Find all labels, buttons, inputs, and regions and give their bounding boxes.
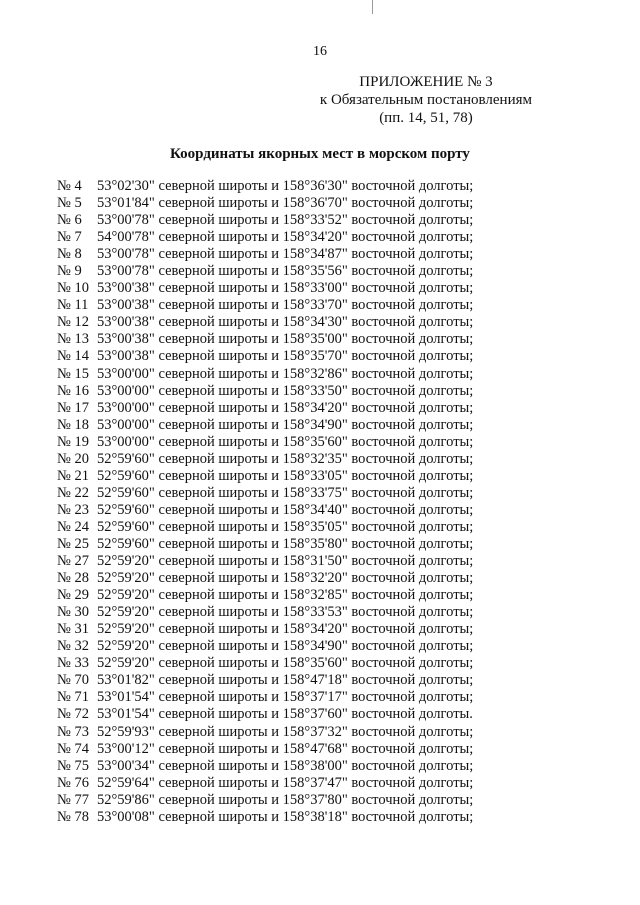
anchorage-coordinates: 52°59'20" северной широты и 158°34'20" восточной долготы; [97,621,474,638]
list-item [57,229,473,246]
anchorage-coordinates: 52°59'60" северной широты и 158°35'05" восточной долготы; [97,518,474,535]
list-item [57,655,473,672]
anchorage-coordinates: 53°00'00" северной широты и 158°34'20" восточной долготы; [97,399,474,416]
anchorage-number: № 27 [57,553,89,570]
anchorage-coordinates: 52°59'20" северной широты и 158°35'60" восточной долготы; [97,655,474,672]
anchorage-number: № 17 [57,399,89,416]
list-item [57,741,473,758]
list-item [57,570,473,587]
list-item [57,604,473,621]
appendix-header [320,73,532,127]
anchorage-coordinates: 52°59'60" северной широты и 158°33'05" восточной долготы; [97,467,474,484]
anchorage-number: № 15 [57,365,89,382]
anchorage-coordinates: 53°00'00" северной широты и 158°34'90" восточной долготы; [97,416,474,433]
anchorage-number: № 31 [57,621,89,638]
anchorage-number: № 74 [57,740,89,757]
anchorage-coordinates: 52°59'20" северной широты и 158°31'50" восточной долготы; [97,553,474,570]
anchorage-number: № 5 [57,195,82,212]
anchorage-number: № 76 [57,774,89,791]
anchorage-coordinates: 53°00'00" северной широты и 158°32'86" восточной долготы; [97,365,474,382]
anchorage-coordinates: 52°59'20" северной широты и 158°32'20" восточной долготы; [97,570,474,587]
anchorage-number: № 19 [57,433,89,450]
anchorage-coordinates: 53°00'12" северной широты и 158°47'68" восточной долготы; [97,740,474,757]
anchorage-number: № 16 [57,382,89,399]
list-item [57,246,473,263]
anchorage-number: № 70 [57,672,89,689]
appendix-paragraphs: (пп. 14, 51, 78) [379,110,473,126]
list-item [57,638,473,655]
list-item [57,366,473,383]
anchorage-number: № 33 [57,655,89,672]
anchorage-coordinates: 53°01'82" северной широты и 158°47'18" восточной долготы; [97,672,474,689]
list-item [57,536,473,553]
anchorage-number: № 78 [57,808,89,825]
list-item [57,706,473,723]
list-item [57,809,473,826]
anchorage-coordinates: 53°00'38" северной широты и 158°35'70" восточной долготы; [97,348,474,365]
list-item [57,195,473,212]
anchorage-number: № 71 [57,689,89,706]
anchorage-number: № 11 [57,297,89,314]
list-item [57,212,473,229]
anchorage-coordinates: 53°00'78" северной широты и 158°35'56" восточной долготы; [97,263,474,280]
anchorage-coordinates: 53°01'54" северной широты и 158°37'17" восточной долготы; [97,689,474,706]
list-item [57,178,473,195]
list-item [57,383,473,400]
list-item [57,280,473,297]
list-item [57,485,473,502]
anchorage-number: № 77 [57,791,89,808]
anchorage-number: № 24 [57,518,89,535]
anchorage-number: № 22 [57,484,89,501]
list-item [57,689,473,706]
list-item [57,553,473,570]
anchorage-coordinates: 52°59'60" северной широты и 158°34'40" восточной долготы; [97,501,474,518]
anchorage-coordinates: 53°00'08" северной широты и 158°38'18" восточной долготы; [97,808,474,825]
anchorage-coordinates: 52°59'86" северной широты и 158°37'80" восточной долготы; [97,791,474,808]
list-item [57,621,473,638]
list-item [57,314,473,331]
anchorage-coordinates: 52°59'20" северной широты и 158°32'85" восточной долготы; [97,587,474,604]
anchorage-number: № 20 [57,450,89,467]
list-item [57,672,473,689]
list-item [57,792,473,809]
page-number: 16 [313,44,327,59]
anchorage-coordinates: 53°00'38" северной широты и 158°33'70" восточной долготы; [97,297,474,314]
anchorage-coordinates: 53°00'38" северной широты и 158°33'00" восточной долготы; [97,280,474,297]
list-item [57,417,473,434]
anchorage-number: № 72 [57,706,89,723]
anchorage-number: № 73 [57,723,89,740]
anchorage-coordinates: 52°59'93" северной широты и 158°37'32" восточной долготы; [97,723,474,740]
anchorage-number: № 8 [57,246,82,263]
list-item [57,297,473,314]
list-item [57,502,473,519]
anchorage-number: № 10 [57,280,89,297]
anchorage-number: № 18 [57,416,89,433]
anchorage-number: № 13 [57,331,89,348]
anchorage-coordinates: 52°59'20" северной широты и 158°34'90" восточной долготы; [97,638,474,655]
anchorage-number: № 12 [57,314,89,331]
list-item [57,587,473,604]
list-item [57,348,473,365]
anchorage-number: № 6 [57,212,82,229]
anchorage-coordinates: 53°00'00" северной широты и 158°35'60" восточной долготы; [97,433,474,450]
section-title: Координаты якорных мест в морском порту [170,146,470,162]
anchorage-coordinates: 52°59'20" северной широты и 158°33'53" восточной долготы; [97,604,474,621]
anchorage-number: № 28 [57,570,89,587]
anchorage-number: № 9 [57,263,82,280]
anchorage-coordinates: 53°00'78" северной широты и 158°33'52" восточной долготы; [97,212,474,229]
anchorage-number: № 7 [57,229,82,246]
anchorage-number: № 32 [57,638,89,655]
list-item [57,451,473,468]
anchorage-coordinates: 53°00'78" северной широты и 158°34'87" восточной долготы; [97,246,474,263]
anchorage-coordinates: 52°59'60" северной широты и 158°35'80" восточной долготы; [97,535,474,552]
anchorage-number: № 30 [57,604,89,621]
appendix-title: ПРИЛОЖЕНИЕ № 3 [359,74,493,90]
anchorage-coordinates: 53°02'30" северной широты и 158°36'30" восточной долготы; [97,178,474,194]
anchorage-number: № 4 [57,178,82,194]
anchorage-coordinates: 53°01'54" северной широты и 158°37'60" восточной долготы. [97,706,473,723]
anchorage-coordinates: 52°59'60" северной широты и 158°33'75" восточной долготы; [97,484,474,501]
anchorage-coordinates: 53°01'84" северной широты и 158°36'70" восточной долготы; [97,195,474,212]
anchorage-number: № 21 [57,467,89,484]
anchorage-number: № 25 [57,535,89,552]
list-item [57,263,473,280]
anchorage-number: № 23 [57,501,89,518]
list-item [57,331,473,348]
list-item [57,400,473,417]
list-item [57,468,473,485]
anchorage-coordinates: 52°59'64" северной широты и 158°37'47" восточной долготы; [97,774,474,791]
anchorage-coordinates: 53°00'00" северной широты и 158°33'50" восточной долготы; [97,382,474,399]
anchorage-coordinates: 52°59'60" северной широты и 158°32'35" восточной долготы; [97,450,474,467]
list-item [57,519,473,536]
anchorage-coordinates: 54°00'78" северной широты и 158°34'20" восточной долготы; [97,229,474,246]
list-item [57,724,473,741]
anchorage-coordinates: 53°00'38" северной широты и 158°34'30" восточной долготы; [97,314,474,331]
list-item [57,434,473,451]
anchorage-coordinates: 53°00'34" северной широты и 158°38'00" восточной долготы; [97,757,474,774]
coordinates-list [57,178,473,826]
anchorage-number: № 75 [57,757,89,774]
list-item [57,775,473,792]
appendix-reference: к Обязательным постановлениям [319,92,532,108]
scan-edge-line [372,0,373,14]
anchorage-coordinates: 53°00'38" северной широты и 158°35'00" восточной долготы; [97,331,474,348]
anchorage-number: № 14 [57,348,89,365]
list-item [57,758,473,775]
anchorage-number: № 29 [57,587,89,604]
